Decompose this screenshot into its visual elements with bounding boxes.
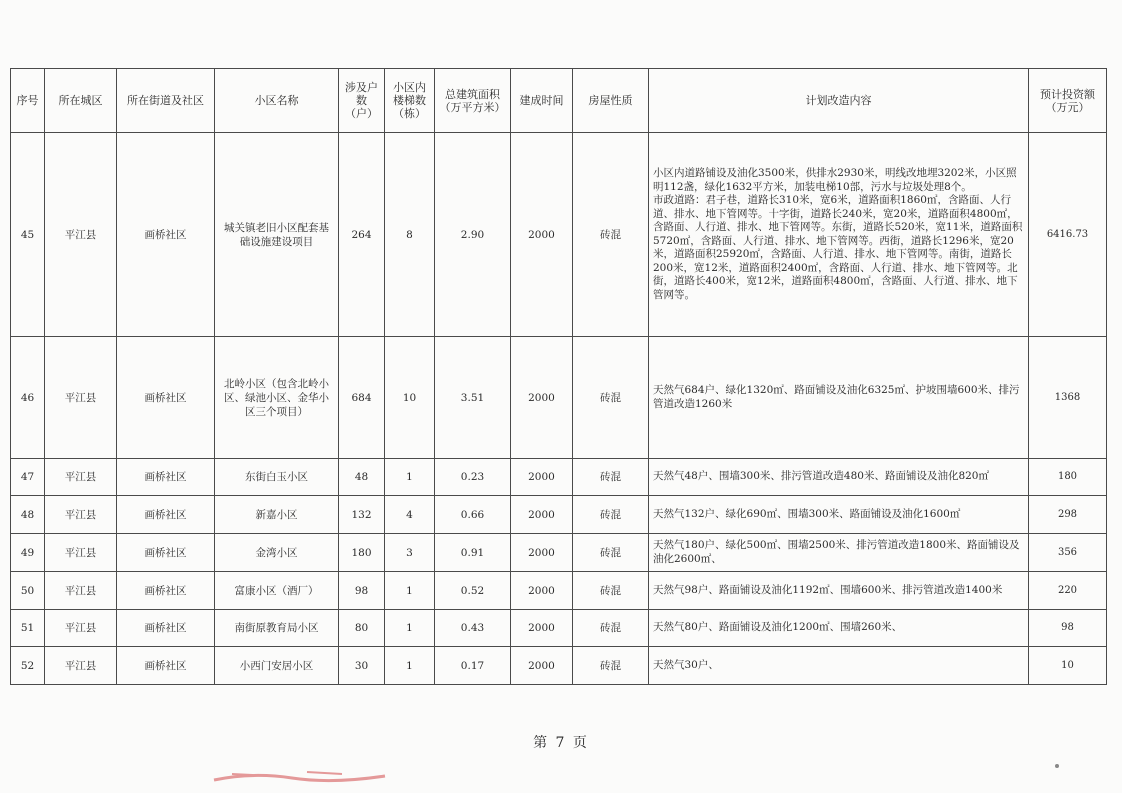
table-row (11, 572, 1107, 610)
cell-plan: 天然气98户、路面铺设及油化1192㎡、围墙600米、排污管道改造1400米 (649, 572, 1029, 610)
cell-built: 2000 (511, 534, 573, 572)
header-row (11, 69, 1107, 133)
cell-area: 0.23 (435, 459, 511, 496)
scan-dot (1055, 764, 1059, 768)
table-row (11, 534, 1107, 572)
cell-name: 新嘉小区 (215, 496, 339, 534)
table-row (11, 337, 1107, 459)
cell-area: 0.43 (435, 610, 511, 647)
header-buildings: 小区内楼梯数（栋） (385, 69, 435, 133)
cell-name: 小西门安居小区 (215, 647, 339, 685)
cell-households: 48 (339, 459, 385, 496)
cell-street: 画桥社区 (117, 610, 215, 647)
cell-street: 画桥社区 (117, 496, 215, 534)
table-row (11, 459, 1107, 496)
stamp-stroke (214, 775, 385, 780)
cell-no: 48 (11, 496, 45, 534)
cell-street: 画桥社区 (117, 534, 215, 572)
cell-county: 平江县 (45, 610, 117, 647)
cell-name: 南街原教育局小区 (215, 610, 339, 647)
table-row (11, 610, 1107, 647)
cell-investment: 10 (1029, 647, 1107, 685)
cell-households: 80 (339, 610, 385, 647)
cell-households: 264 (339, 133, 385, 337)
cell-no: 50 (11, 572, 45, 610)
cell-name: 富康小区（酒厂） (215, 572, 339, 610)
cell-households: 684 (339, 337, 385, 459)
cell-area: 0.52 (435, 572, 511, 610)
cell-built: 2000 (511, 572, 573, 610)
header-investment: 预计投资额（万元） (1029, 69, 1107, 133)
cell-built: 2000 (511, 496, 573, 534)
cell-investment: 220 (1029, 572, 1107, 610)
cell-plan: 天然气48户、围墙300米、排污管道改造480米、路面铺设及油化820㎡ (649, 459, 1029, 496)
cell-investment: 180 (1029, 459, 1107, 496)
cell-no: 45 (11, 133, 45, 337)
cell-no: 49 (11, 534, 45, 572)
cell-built: 2000 (511, 647, 573, 685)
cell-street: 画桥社区 (117, 337, 215, 459)
cell-plan: 天然气80户、路面铺设及油化1200㎡、围墙260米、 (649, 610, 1029, 647)
table-row (11, 133, 1107, 337)
cell-nature: 砖混 (573, 459, 649, 496)
cell-plan: 天然气30户、 (649, 647, 1029, 685)
cell-plan: 天然气684户、绿化1320㎡、路面铺设及油化6325㎡、护坡围墙600米、排污管道改造1260米 (649, 337, 1029, 459)
cell-county: 平江县 (45, 459, 117, 496)
cell-built: 2000 (511, 133, 573, 337)
cell-plan: 天然气132户、绿化690㎡、围墙300米、路面铺设及油化1600㎡ (649, 496, 1029, 534)
red-stamp-fragment (212, 768, 387, 782)
header-no: 序号 (11, 69, 45, 133)
header-nature: 房屋性质 (573, 69, 649, 133)
header-households: 涉及户数（户） (339, 69, 385, 133)
cell-street: 画桥社区 (117, 572, 215, 610)
page-number: 第 7 页 (533, 735, 589, 751)
cell-plan: 小区内道路铺设及油化3500米，供排水2930米，明线改地埋3202米，小区照明112盏，绿化1632平方米，加装电梯10部，污水与垃圾处理8个。 市政道路：君子巷，道路长310米，宽6米，道路面积1860㎡，含路面、人行道、排水、地下管网等。十字街，道路长240米，宽20米，道路面积4800㎡，含路面、人行道、排水、地下管网等。东街，道路长520米，宽11米，道路面积5720㎡，含路面、人行道、排水、地下管网等。西街，道路长1296米，宽20米，道路面积25920㎡，含路面、人行道、排水、地下管网等。南街，道路长200米，宽12米，道路面积2400㎡，含路面、人行道、排水、地下管网等。北街，道路长400米，宽12米，道路面积4800㎡，含路面、人行道、排水、地下管网等。 (649, 133, 1029, 337)
table-row (11, 647, 1107, 685)
cell-nature: 砖混 (573, 534, 649, 572)
cell-county: 平江县 (45, 133, 117, 337)
cell-no: 51 (11, 610, 45, 647)
cell-nature: 砖混 (573, 572, 649, 610)
cell-no: 52 (11, 647, 45, 685)
cell-households: 180 (339, 534, 385, 572)
cell-area: 3.51 (435, 337, 511, 459)
cell-plan: 天然气180户、绿化500㎡、围墙2500米、排污管道改造1800米、路面铺设及油化2600㎡、 (649, 534, 1029, 572)
cell-area: 0.91 (435, 534, 511, 572)
cell-buildings: 1 (385, 572, 435, 610)
cell-built: 2000 (511, 337, 573, 459)
cell-area: 0.66 (435, 496, 511, 534)
cell-buildings: 1 (385, 459, 435, 496)
cell-buildings: 4 (385, 496, 435, 534)
cell-investment: 98 (1029, 610, 1107, 647)
cell-investment: 1368 (1029, 337, 1107, 459)
cell-investment: 6416.73 (1029, 133, 1107, 337)
table-row (11, 496, 1107, 534)
cell-households: 30 (339, 647, 385, 685)
cell-investment: 356 (1029, 534, 1107, 572)
cell-built: 2000 (511, 610, 573, 647)
cell-street: 画桥社区 (117, 133, 215, 337)
header-county: 所在城区 (45, 69, 117, 133)
cell-buildings: 3 (385, 534, 435, 572)
cell-street: 画桥社区 (117, 647, 215, 685)
cell-name: 金湾小区 (215, 534, 339, 572)
cell-area: 2.90 (435, 133, 511, 337)
stamp-stroke (232, 772, 342, 776)
cell-buildings: 8 (385, 133, 435, 337)
cell-no: 46 (11, 337, 45, 459)
cell-name: 北岭小区（包含北岭小区、绿池小区、金华小区三个项目） (215, 337, 339, 459)
cell-county: 平江县 (45, 337, 117, 459)
cell-county: 平江县 (45, 572, 117, 610)
header-street: 所在街道及社区 (117, 69, 215, 133)
cell-street: 画桥社区 (117, 459, 215, 496)
cell-county: 平江县 (45, 534, 117, 572)
header-area: 总建筑面积（万平方米） (435, 69, 511, 133)
cell-nature: 砖混 (573, 647, 649, 685)
cell-investment: 298 (1029, 496, 1107, 534)
cell-built: 2000 (511, 459, 573, 496)
cell-households: 132 (339, 496, 385, 534)
renovation-table (10, 68, 1107, 685)
cell-county: 平江县 (45, 647, 117, 685)
cell-households: 98 (339, 572, 385, 610)
cell-county: 平江县 (45, 496, 117, 534)
cell-name: 城关镇老旧小区配套基础设施建设项目 (215, 133, 339, 337)
cell-nature: 砖混 (573, 337, 649, 459)
header-name: 小区名称 (215, 69, 339, 133)
cell-nature: 砖混 (573, 496, 649, 534)
cell-no: 47 (11, 459, 45, 496)
cell-buildings: 1 (385, 610, 435, 647)
cell-buildings: 10 (385, 337, 435, 459)
cell-area: 0.17 (435, 647, 511, 685)
header-built: 建成时间 (511, 69, 573, 133)
cell-name: 东街白玉小区 (215, 459, 339, 496)
cell-nature: 砖混 (573, 133, 649, 337)
cell-nature: 砖混 (573, 610, 649, 647)
header-plan: 计划改造内容 (649, 69, 1029, 133)
cell-buildings: 1 (385, 647, 435, 685)
